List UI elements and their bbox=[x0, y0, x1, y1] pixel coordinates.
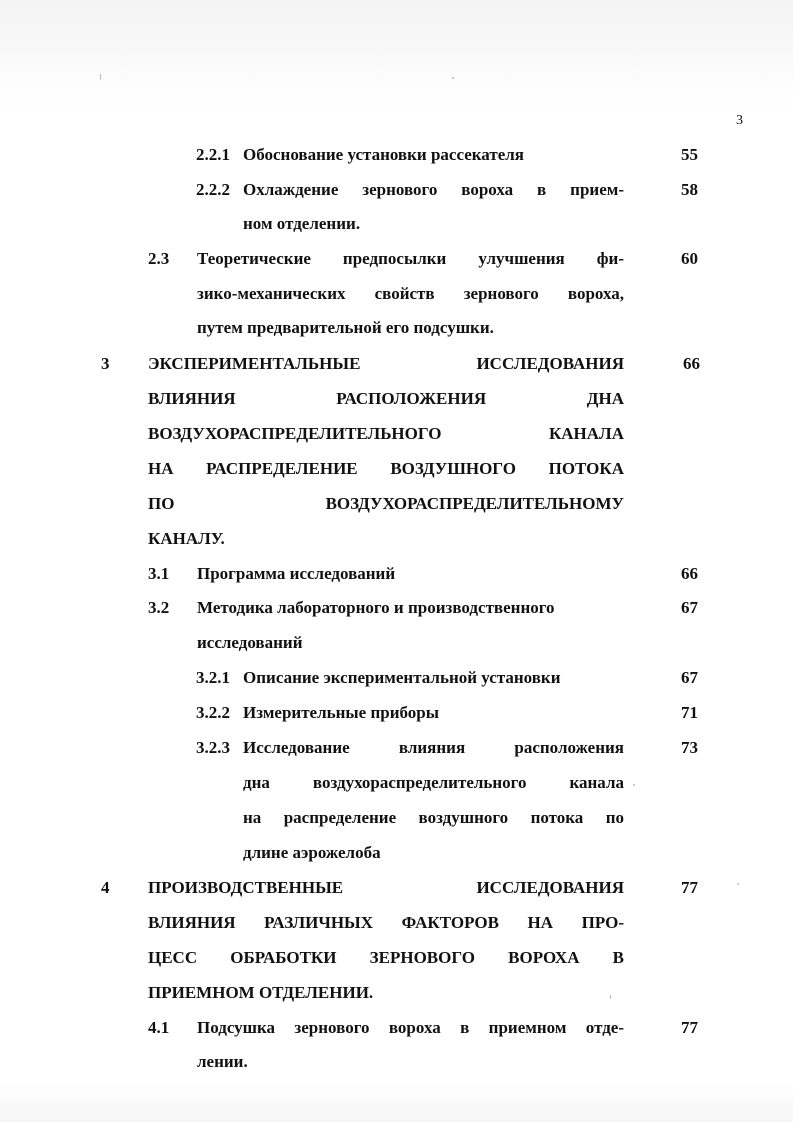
toc-entry-title-line: НА РАСПРЕДЕЛЕНИЕ ВОЗДУШНОГО ПОТОКА bbox=[148, 459, 624, 478]
toc-entry-title-line: дна воздухораспределительного канала bbox=[243, 773, 624, 792]
toc-entry-title-line: длине аэрожелоба bbox=[243, 843, 381, 862]
toc-entry-title-line: Теоретические предпосылки улучшения фи- bbox=[197, 249, 624, 268]
toc-entry-title-line: ПРИЕМНОМ ОТДЕЛЕНИИ. bbox=[148, 983, 374, 1002]
toc-entry-page: 66 bbox=[683, 354, 700, 373]
toc-entry-page: 67 bbox=[681, 598, 698, 617]
page-number: 3 bbox=[736, 113, 743, 128]
toc-entry-page: 67 bbox=[681, 668, 698, 687]
toc-entry-title-line: ПРОИЗВОДСТВЕННЫЕ ИССЛЕДОВАНИЯ bbox=[148, 878, 624, 897]
toc-entry-title-line: ВОЗДУХОРАСПРЕДЕЛИТЕЛЬНОГО КАНАЛА bbox=[148, 424, 624, 443]
toc-entry-title-line: ном отделении. bbox=[243, 214, 361, 233]
toc-entry-number: 3 bbox=[101, 354, 110, 373]
toc-entry-number: 4 bbox=[101, 878, 110, 897]
toc-entry-title-line: Описание экспериментальной установки bbox=[243, 668, 561, 687]
toc-entry-number: 2.2.1 bbox=[196, 145, 230, 164]
toc-entry-title-line: Подсушка зернового вороха в приемном отде- bbox=[197, 1018, 624, 1037]
toc-entry-number: 3.1 bbox=[148, 564, 170, 583]
toc-entry-title-line: путем предварительной его подсушки. bbox=[197, 318, 494, 337]
toc-entry-title-line: Методика лабораторного и производственного bbox=[197, 598, 555, 617]
toc-entry-title-line: лении. bbox=[197, 1052, 248, 1071]
toc-entry-title-line: Обоснование установки рассекателя bbox=[243, 145, 524, 164]
toc-entry-title-line: ВЛИЯНИЯ РАСПОЛОЖЕНИЯ ДНА bbox=[148, 389, 624, 408]
toc-entry-number: 3.2 bbox=[148, 598, 170, 617]
toc-entry-number: 2.2.2 bbox=[196, 180, 230, 199]
toc-entry-title-line: Исследование влияния расположения bbox=[243, 738, 624, 757]
toc-entry-title-line: зико-механических свойств зернового вороха, bbox=[197, 284, 624, 303]
toc-entry-title-line: Программа исследований bbox=[197, 564, 396, 583]
toc-entry-title-line: ЭКСПЕРИМЕНТАЛЬНЫЕ ИССЛЕДОВАНИЯ bbox=[148, 354, 624, 373]
toc-entry-page: 71 bbox=[681, 703, 698, 722]
toc-entry-number: 4.1 bbox=[148, 1018, 170, 1037]
toc-entry-page: 66 bbox=[681, 564, 698, 583]
toc-entry-number: 3.2.3 bbox=[196, 738, 230, 757]
toc-entry-page: 60 bbox=[681, 249, 698, 268]
toc-entry-title-line: ЦЕСС ОБРАБОТКИ ЗЕРНОВОГО ВОРОХА В bbox=[148, 948, 624, 967]
toc-entry-title-line: ВЛИЯНИЯ РАЗЛИЧНЫХ ФАКТОРОВ НА ПРО- bbox=[148, 913, 624, 932]
scan-speck bbox=[452, 77, 454, 79]
toc-entry-title-line: ПО ВОЗДУХОРАСПРЕДЕЛИТЕЛЬНОМУ bbox=[148, 494, 624, 513]
scan-speck bbox=[633, 784, 635, 786]
toc-entry-title-line: КАНАЛУ. bbox=[148, 529, 225, 548]
toc-entry-number: 3.2.1 bbox=[196, 668, 230, 687]
toc-entry-title-line: Измерительные приборы bbox=[243, 703, 440, 722]
toc-entry-page: 58 bbox=[681, 180, 698, 199]
toc-entry-title-line: исследований bbox=[197, 633, 303, 652]
toc-entry-number: 3.2.2 bbox=[196, 703, 230, 722]
toc-entry-page: 77 bbox=[681, 1018, 698, 1037]
toc-entry-number: 2.3 bbox=[148, 249, 170, 268]
toc-entry-page: 77 bbox=[681, 878, 698, 897]
toc-entry-title-line: на распределение воздушного потока по bbox=[243, 808, 624, 827]
toc-entry-page: 73 bbox=[681, 738, 698, 757]
scan-speck bbox=[100, 74, 101, 80]
toc-entry-page: 55 bbox=[681, 145, 698, 164]
scan-speck bbox=[610, 995, 611, 999]
scan-speck bbox=[737, 883, 739, 885]
toc-entry-title-line: Охлаждение зернового вороха в прием- bbox=[243, 180, 624, 199]
